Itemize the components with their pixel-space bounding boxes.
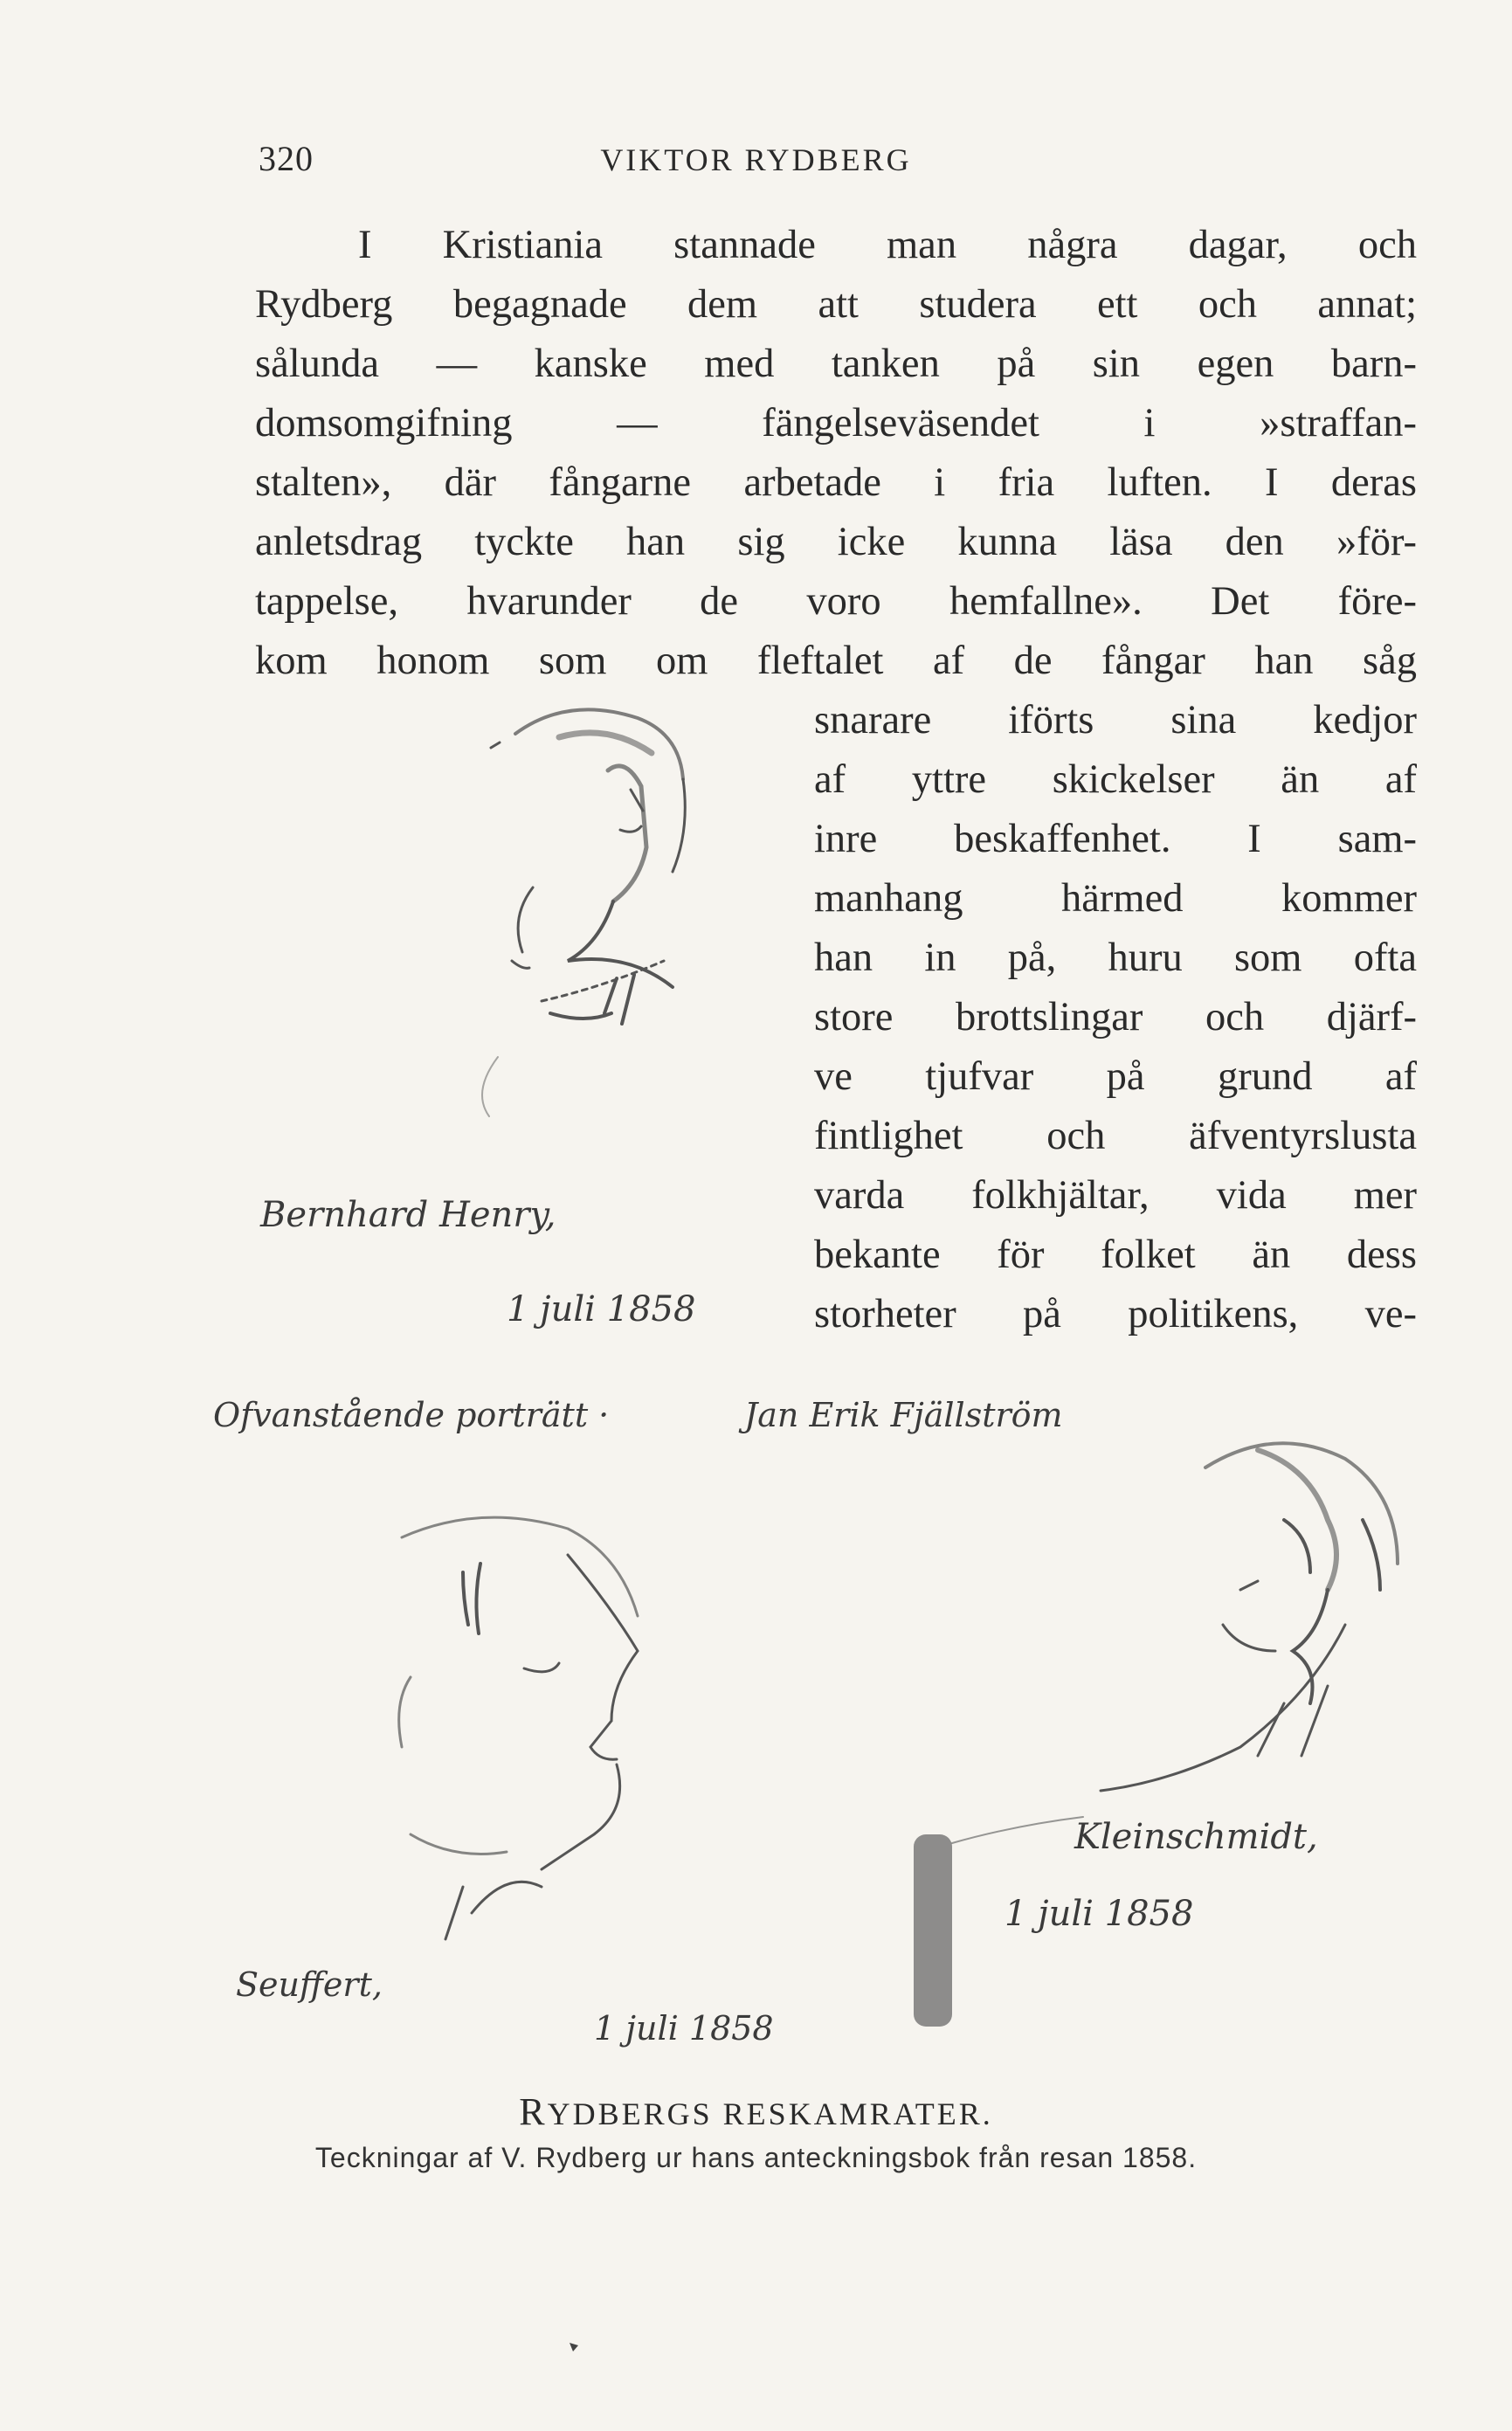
sketch-bottom-right-signature-date: 1 juli 1858 (1005, 1894, 1194, 1934)
body-line: stalten», där fångarne arbetade i fria luften. I deras (255, 460, 1417, 505)
running-title: VIKTOR RYDBERG (600, 142, 912, 177)
body-line: anletsdrag tyckte han sig icke kunna läsa den »för- (255, 520, 1417, 564)
sketch-bottom-left-portrait (349, 1502, 751, 1957)
side-line: fintlighet och äfventyrslusta (814, 1114, 1417, 1158)
sketch-bottom-left-caption: Ofvanstående porträtt · (213, 1396, 610, 1434)
sketch-bottom-left-signature-name: Seuffert, (236, 1965, 383, 2004)
body-line: Rydberg begagnade dem att studera ett och annat; (255, 282, 1417, 327)
side-line: varda folkhjältar, vida mer (814, 1173, 1417, 1218)
body-line: kom honom som om fleftalet af de fångar han såg (255, 639, 1417, 683)
side-line: han in på, huru som ofta (814, 936, 1417, 980)
side-line: snarare iförts sina kedjor (814, 698, 1417, 742)
sketch-top-signature-name: Bernhard Henry, (260, 1195, 556, 1235)
figure-caption-subtitle: Teckningar af V. Rydberg ur hans anteckningsbok från resan 1858. (314, 2142, 1198, 2173)
sketch-bottom-left-name-top: Jan Erik Fjällström (744, 1396, 1063, 1434)
body-line: domsomgifning — fängelseväsendet i »straffan- (255, 401, 1417, 445)
side-line: af yttre skickelser än af (814, 757, 1417, 802)
running-head (0, 131, 1512, 183)
sketch-top-portrait (454, 699, 769, 1118)
side-line: ve tjufvar på grund af (814, 1054, 1417, 1099)
page-number: 320 (259, 139, 314, 178)
sketch-top-signature-date: 1 juli 1858 (507, 1289, 696, 1329)
ink-speck (568, 2341, 580, 2353)
figure-caption-title (0, 2089, 1512, 2134)
side-line: inre beskaffenhet. I sam- (814, 817, 1417, 861)
body-line: I Kristiania stannade man några dagar, och (358, 223, 1417, 267)
side-line: storheter på politikens, ve- (814, 1292, 1417, 1336)
sketch-bottom-right-signature-name: Kleinschmidt, (1074, 1817, 1318, 1857)
side-line: manhang härmed kommer (814, 876, 1417, 921)
side-line: bekante för folket än dess (814, 1233, 1417, 1277)
caption-title-lead: R (519, 2090, 548, 2133)
sketch-bottom-left-signature-date: 1 juli 1858 (594, 2009, 774, 2048)
body-line: sålunda — kanske med tanken på sin egen barn- (255, 342, 1417, 386)
caption-title-rest: YDBERGS RESKAMRATER. (547, 2096, 993, 2131)
side-line: store brottslingar och djärf- (814, 995, 1417, 1039)
sketch-bottom-right-portrait (908, 1415, 1433, 2044)
body-line: tappelse, hvarunder de voro hemfallne». Det före- (255, 579, 1417, 624)
